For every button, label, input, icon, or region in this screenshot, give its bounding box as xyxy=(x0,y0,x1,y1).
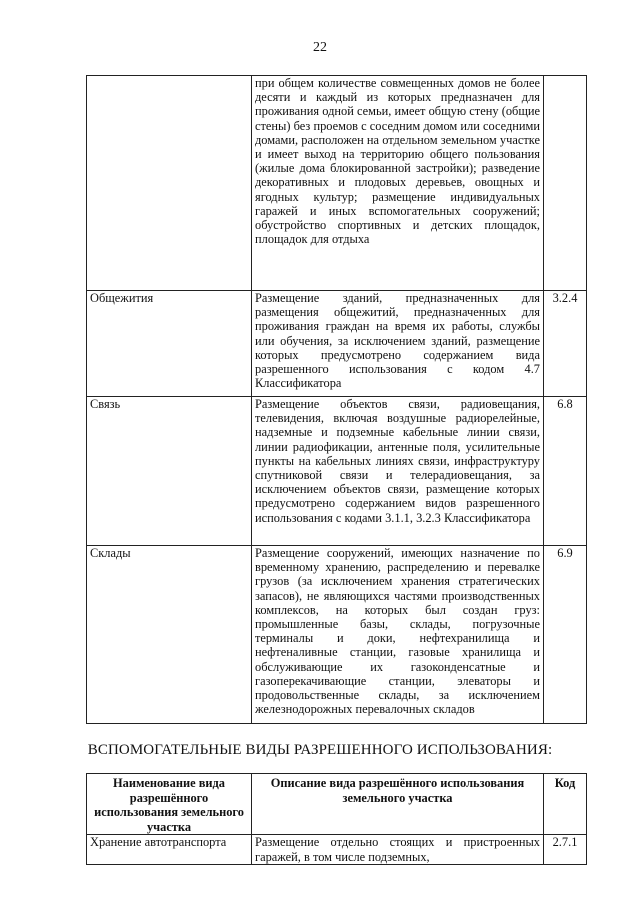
table-header-row xyxy=(87,774,587,835)
use-code-cell: 6.9 xyxy=(544,546,587,724)
column-header-name: Наименование вида разрешённого использования земельного участка xyxy=(87,774,252,835)
column-header-code: Код xyxy=(544,774,587,835)
permitted-use-table xyxy=(86,75,587,724)
page-number: 22 xyxy=(313,40,327,55)
table-row xyxy=(87,76,587,291)
use-code-cell xyxy=(544,76,587,291)
table-row xyxy=(87,546,587,724)
table-row xyxy=(87,397,587,546)
use-name-cell: Связь xyxy=(87,397,252,546)
use-description-cell: Размещение отдельно стоящих и пристроенных гаражей, в том числе подземных, xyxy=(252,835,544,865)
use-code-cell: 2.7.1 xyxy=(544,835,587,865)
section-heading: ВСПОМОГАТЕЛЬНЫЕ ВИДЫ РАЗРЕШЕННОГО ИСПОЛЬЗОВАНИЯ: xyxy=(87,742,553,758)
use-name-cell: Хранение автотранспорта xyxy=(87,835,252,865)
use-description-cell: при общем количестве совмещенных домов не более десяти и каждый из которых предназначен для проживания одной семьи, имеет общую стену (общие стены) без проемов с соседним домом или соседними домами, расположен на отдельном земельном участке и имеет выход на территорию общего пользования (жилые дома блокированной застройки); разведение декоративных и плодовых деревьев, овощных и ягодных культур; размещение индивидуальных гаражей и иных вспомогательных сооружений; обустройство спортивных и детских площадок, площадок для отдыха xyxy=(252,76,544,291)
use-name-cell xyxy=(87,76,252,291)
use-description-cell: Размещение зданий, предназначенных для размещения общежитий, предназначенных для проживания граждан на время их работы, службы или обучения, за исключением зданий, размещение которых предусмотрено содержанием вида разрешенного использования с кодом 4.7 Классификатора xyxy=(252,291,544,397)
use-code-cell: 6.8 xyxy=(544,397,587,546)
use-description-cell: Размещение объектов связи, радиовещания, телевидения, включая воздушные радиорелейные, надземные и подземные кабельные линии связи, линии радиофикации, антенные поля, усилительные пункты на кабельных линиях связи, инфраструктуру спутниковой связи и телерадиовещания, за исключением объектов связи, размещение которых предусмотрено содержанием видов разрешенного использования с кодами 3.1.1, 3.2.3 Классификатора xyxy=(252,397,544,546)
table-row xyxy=(87,291,587,397)
use-code-cell: 3.2.4 xyxy=(544,291,587,397)
use-name-cell: Общежития xyxy=(87,291,252,397)
use-description-cell: Размещение сооружений, имеющих назначение по временному хранению, распределению и перевалке грузов (за исключением хранения стратегических запасов), не являющихся частями производственных комплексов, на которых был создан груз: промышленные базы, склады, погрузочные терминалы и доки, нефтехранилища и нефтеналивные станции, газовые хранилища и обслуживающие их газоконденсатные и газоперекачивающие станции, элеваторы и продовольственные склады, за исключением железнодорожных перевалочных складов xyxy=(252,546,544,724)
use-name-cell: Склады xyxy=(87,546,252,724)
auxiliary-use-table xyxy=(86,773,587,865)
column-header-description: Описание вида разрешённого использования земельного участка xyxy=(252,774,544,835)
table-row xyxy=(87,835,587,865)
